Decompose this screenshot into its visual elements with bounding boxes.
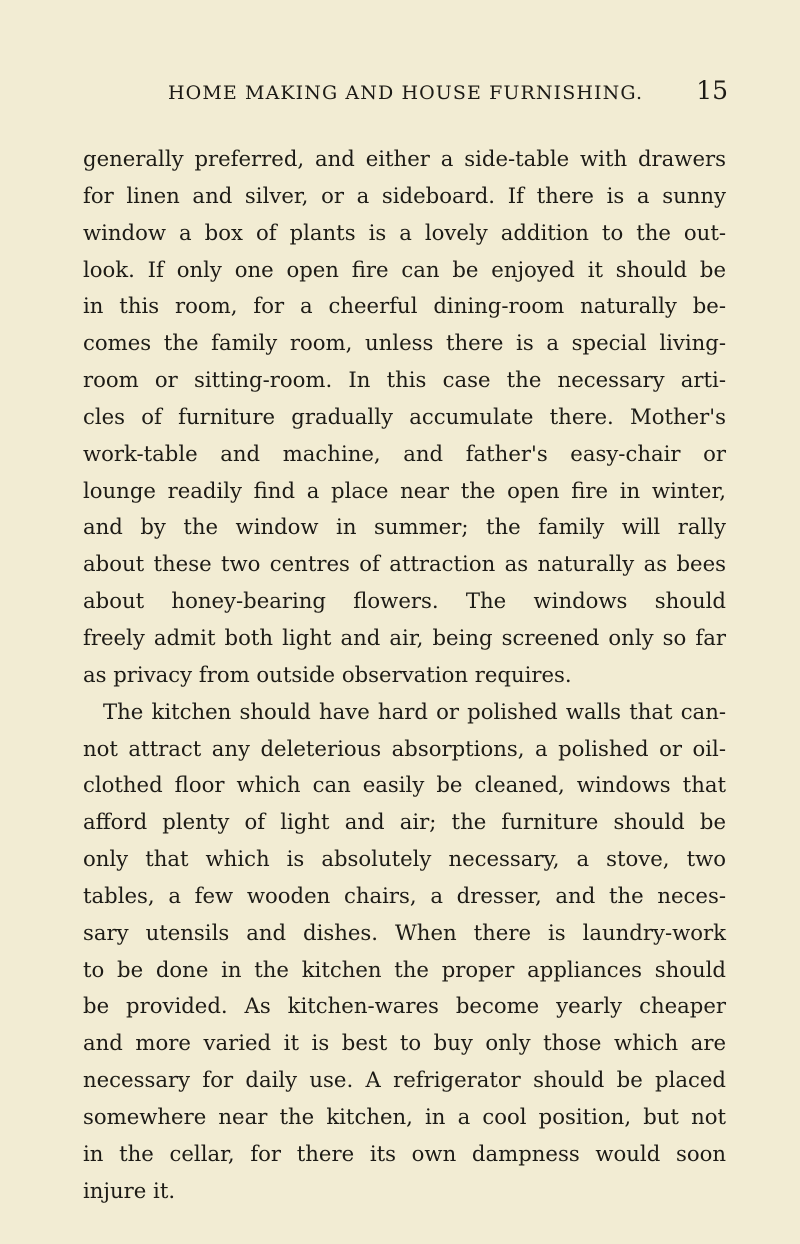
running-title: HOME MAKING AND HOUSE FURNISHING. <box>168 82 644 104</box>
page-number: 15 <box>696 76 728 105</box>
text-line: room or sitting-room. In this case the necessary arti- <box>83 367 726 393</box>
running-head <box>168 76 728 112</box>
text-line: and by the window in summer; the family will rally <box>83 514 726 540</box>
text-line: afford plenty of light and air; the furniture should be <box>83 809 726 835</box>
text-line: in this room, for a cheerful dining-room naturally be- <box>83 293 726 319</box>
text-line: to be done in the kitchen the proper appliances should <box>83 956 726 982</box>
text-line: about these two centres of attraction as naturally as bees <box>83 551 726 577</box>
body-text <box>83 141 726 1209</box>
text-line: sary utensils and dishes. When there is laundry-work <box>83 919 726 945</box>
text-line: comes the family room, unless there is a special living- <box>83 330 726 356</box>
text-line: cles of furniture gradually accumulate there. Mother's <box>83 403 726 429</box>
text-line: generally preferred, and either a side-table with drawers <box>83 146 726 171</box>
text-line: be provided. As kitchen-wares become yearly cheaper <box>83 993 726 1019</box>
text-line: work-table and machine, and father's easy-chair or <box>83 440 726 466</box>
text-line: and more varied it is best to buy only those which are <box>83 1030 726 1056</box>
text-line: necessary for daily use. A refrigerator should be placed <box>83 1067 726 1093</box>
text-line: look. If only one open fire can be enjoyed it should be <box>83 256 726 282</box>
text-line: injure it. <box>83 1177 176 1203</box>
text-line: not attract any deleterious absorptions, a polished or oil- <box>83 735 726 761</box>
text-line: clothed floor which can easily be cleaned, windows that <box>83 772 726 798</box>
text-line: freely admit both light and air, being screened only so far <box>83 624 726 650</box>
text-line: lounge readily find a place near the open fire in winter, <box>83 477 726 503</box>
text-line: somewhere near the kitchen, in a cool position, but not <box>83 1103 726 1129</box>
text-line: in the cellar, for there its own dampness would soon <box>83 1140 726 1166</box>
text-line: window a box of plants is a lovely addition to the out- <box>83 219 726 245</box>
text-line: for linen and silver, or a sideboard. If there is a sunny <box>83 182 726 208</box>
text-line: as privacy from outside observation requires. <box>83 661 572 687</box>
text-line: The kitchen should have hard or polished walls that can- <box>103 698 726 724</box>
text-line: only that which is absolutely necessary, a stove, two <box>83 846 726 872</box>
text-line: about honey-bearing flowers. The windows should <box>83 588 726 614</box>
text-line: tables, a few wooden chairs, a dresser, and the neces- <box>83 882 726 908</box>
